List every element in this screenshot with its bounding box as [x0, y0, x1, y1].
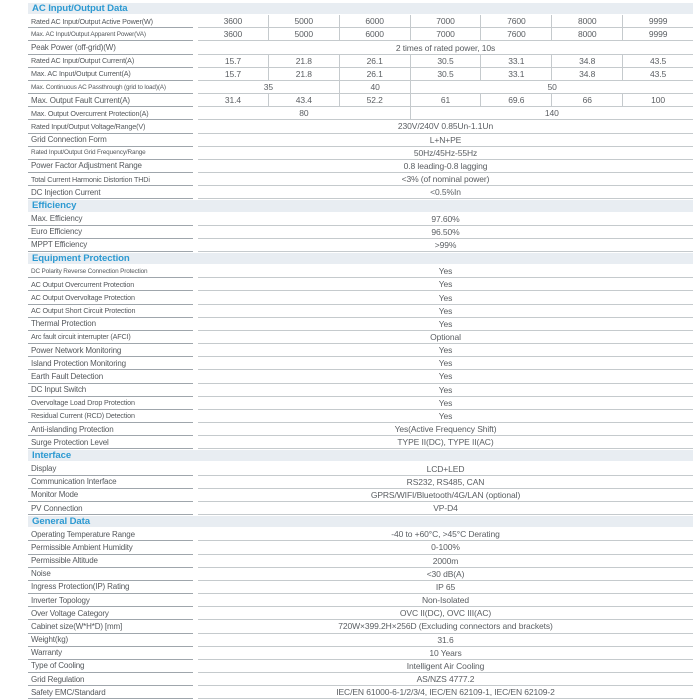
- spec-values: [198, 213, 693, 226]
- spec-row: [28, 686, 693, 699]
- spec-value: 2 times of rated power, 10s: [198, 41, 693, 54]
- spec-label: Max. Output Fault Current(A): [28, 94, 193, 107]
- spec-row: [28, 213, 693, 226]
- spec-label: Rated Input/Output Grid Frequency/Range: [28, 147, 193, 160]
- spec-row: [28, 278, 693, 291]
- spec-label: Monitor Mode: [28, 489, 193, 502]
- spec-values: [198, 120, 693, 133]
- spec-value: 96.50%: [198, 226, 693, 239]
- spec-row: [28, 344, 693, 357]
- spec-values: [198, 370, 693, 383]
- section-header-band: [28, 253, 693, 264]
- spec-values: [198, 581, 693, 594]
- spec-value: 33.1: [480, 68, 551, 81]
- spec-values: [198, 647, 693, 660]
- spec-values: [198, 568, 693, 581]
- spec-value: Yes: [198, 410, 693, 423]
- spec-value: 230V/240V 0.85Un-1.1Un: [198, 120, 693, 133]
- spec-value: 15.7: [198, 68, 268, 81]
- spec-row: [28, 331, 693, 344]
- spec-row: [28, 634, 693, 647]
- section-title: General Data: [32, 516, 90, 528]
- spec-label: Anti-islanding Protection: [28, 423, 193, 436]
- section-header-0: [28, 2, 693, 15]
- spec-row: [28, 489, 693, 502]
- spec-value: 52.2: [339, 94, 410, 107]
- spec-values: [198, 173, 693, 186]
- spec-row: [28, 226, 693, 239]
- section-title: AC Input/Output Data: [32, 3, 128, 15]
- spec-row: [28, 384, 693, 397]
- spec-value: 3600: [198, 15, 268, 28]
- spec-value: 43.5: [622, 68, 693, 81]
- spec-value: GPRS/WIFI/Bluetooth/4G/LAN (optional): [198, 489, 693, 502]
- spec-row: [28, 318, 693, 331]
- spec-value: 43.5: [622, 55, 693, 68]
- spec-value: 66: [551, 94, 622, 107]
- section-header-band: [28, 450, 693, 461]
- spec-label: Inverter Topology: [28, 594, 193, 607]
- spec-row: [28, 462, 693, 475]
- spec-row: [28, 673, 693, 686]
- section-title: Equipment Protection: [32, 253, 130, 265]
- spec-value: AS/NZS 4777.2: [198, 673, 693, 686]
- spec-label: Surge Protection Level: [28, 436, 193, 449]
- spec-values: [198, 502, 693, 515]
- spec-values: [198, 55, 693, 68]
- spec-value: Yes: [198, 265, 693, 278]
- spec-row: [28, 436, 693, 449]
- spec-value: -40 to +60°C, >45°C Derating: [198, 528, 693, 541]
- spec-row: [28, 15, 693, 28]
- spec-value: 6000: [339, 15, 410, 28]
- spec-value: 6000: [339, 28, 410, 41]
- spec-row: [28, 147, 693, 160]
- spec-row: [28, 370, 693, 383]
- spec-label: Over Voltage Category: [28, 607, 193, 620]
- spec-label: Permissible Altitude: [28, 555, 193, 568]
- spec-value: Yes(Active Frequency Shift): [198, 423, 693, 436]
- spec-value: Yes: [198, 305, 693, 318]
- spec-label: Communication Interface: [28, 476, 193, 489]
- spec-value: Yes: [198, 344, 693, 357]
- spec-label: DC Input Switch: [28, 384, 193, 397]
- spec-value: 26.1: [339, 68, 410, 81]
- spec-label: Arc fault circuit interrupter (AFCI): [28, 331, 193, 344]
- spec-label: Power Factor Adjustment Range: [28, 160, 193, 173]
- spec-row: [28, 502, 693, 515]
- spec-value: 21.8: [268, 68, 339, 81]
- spec-value: 31.6: [198, 634, 693, 647]
- spec-value: 30.5: [410, 55, 481, 68]
- spec-value: 31.4: [198, 94, 268, 107]
- spec-value: <0.5%In: [198, 186, 693, 199]
- spec-value: 5000: [268, 28, 339, 41]
- spec-value: 8000: [551, 28, 622, 41]
- section-header-4: [28, 515, 693, 528]
- spec-label: AC Output Overvoltage Protection: [28, 291, 193, 304]
- spec-label: Max. Output Overcurrent Protection(A): [28, 107, 193, 120]
- spec-label: Thermal Protection: [28, 318, 193, 331]
- spec-row: [28, 186, 693, 199]
- spec-value: 8000: [551, 15, 622, 28]
- spec-values: [198, 81, 693, 94]
- spec-label: Residual Current (RCD) Detection: [28, 410, 193, 423]
- spec-values: [198, 607, 693, 620]
- spec-value: 61: [410, 94, 481, 107]
- spec-row: [28, 594, 693, 607]
- spec-row: [28, 555, 693, 568]
- spec-values: [198, 28, 693, 41]
- spec-label: Rated Input/Output Voltage/Range(V): [28, 120, 193, 133]
- spec-value: Non-Isolated: [198, 594, 693, 607]
- spec-value: 720W×399.2H×256D (Excluding connectors and brackets): [198, 620, 693, 633]
- spec-values: [198, 410, 693, 423]
- spec-values: [198, 673, 693, 686]
- spec-row: [28, 423, 693, 436]
- spec-value: 3600: [198, 28, 268, 41]
- spec-value: 7000: [410, 15, 481, 28]
- spec-values: [198, 634, 693, 647]
- spec-row: [28, 410, 693, 423]
- spec-values: [198, 94, 693, 107]
- spec-value: OVC II(DC), OVC III(AC): [198, 607, 693, 620]
- spec-row: [28, 397, 693, 410]
- spec-values: [198, 423, 693, 436]
- section-title: Efficiency: [32, 200, 77, 212]
- section-header-band: [28, 3, 693, 14]
- spec-row: [28, 173, 693, 186]
- section-header-3: [28, 449, 693, 462]
- spec-value: 15.7: [198, 55, 268, 68]
- spec-label: Peak Power (off-grid)(W): [28, 41, 193, 54]
- spec-label: Power Network Monitoring: [28, 344, 193, 357]
- spec-value: 7600: [480, 28, 551, 41]
- spec-label: DC Injection Current: [28, 186, 193, 199]
- spec-label: Display: [28, 462, 193, 475]
- spec-value: 7000: [410, 28, 481, 41]
- spec-value: 5000: [268, 15, 339, 28]
- spec-value: <3% (of nominal power): [198, 173, 693, 186]
- section-title: Interface: [32, 450, 72, 462]
- spec-label: Rated AC Input/Output Current(A): [28, 55, 193, 68]
- spec-row: [28, 568, 693, 581]
- spec-values: [198, 318, 693, 331]
- spec-values: [198, 107, 693, 120]
- spec-value: 80: [198, 107, 410, 120]
- spec-value: IP 65: [198, 581, 693, 594]
- spec-value: 0.8 leading-0.8 lagging: [198, 160, 693, 173]
- spec-value: RS232, RS485, CAN: [198, 476, 693, 489]
- spec-label: Rated AC Input/Output Active Power(W): [28, 15, 193, 28]
- spec-label: MPPT Efficiency: [28, 239, 193, 252]
- spec-row: [28, 305, 693, 318]
- spec-label: Operating Temperature Range: [28, 528, 193, 541]
- spec-value: LCD+LED: [198, 462, 693, 475]
- spec-value: 9999: [622, 28, 693, 41]
- spec-value: Yes: [198, 370, 693, 383]
- section-header-1: [28, 199, 693, 212]
- spec-values: [198, 15, 693, 28]
- spec-values: [198, 462, 693, 475]
- spec-value: 2000m: [198, 555, 693, 568]
- spec-label: Overvoltage Load Drop Protection: [28, 397, 193, 410]
- spec-row: [28, 541, 693, 554]
- spec-label: Total Current Harmonic Distortion THDi: [28, 173, 193, 186]
- spec-values: [198, 489, 693, 502]
- spec-value: >99%: [198, 239, 693, 252]
- spec-row: [28, 528, 693, 541]
- spec-value: IEC/EN 61000-6-1/2/3/4, IEC/EN 62109-1, IEC/EN 62109-2: [198, 686, 693, 699]
- spec-values: [198, 397, 693, 410]
- spec-value: 50: [410, 81, 693, 94]
- spec-row: [28, 134, 693, 147]
- spec-values: [198, 68, 693, 81]
- spec-value: 34.8: [551, 55, 622, 68]
- spec-value: 10 Years: [198, 647, 693, 660]
- spec-label: Max. AC Input/Output Current(A): [28, 68, 193, 81]
- spec-label: Island Protection Monitoring: [28, 357, 193, 370]
- spec-values: [198, 620, 693, 633]
- spec-label: Grid Regulation: [28, 673, 193, 686]
- spec-values: [198, 384, 693, 397]
- spec-value: 26.1: [339, 55, 410, 68]
- spec-label: AC Output Short Circuit Protection: [28, 305, 193, 318]
- section-header-2: [28, 252, 693, 265]
- spec-values: [198, 291, 693, 304]
- spec-label: Cabinet size(W*H*D) [mm]: [28, 620, 193, 633]
- spec-values: [198, 476, 693, 489]
- spec-label: Safety EMC/Standard: [28, 686, 193, 699]
- spec-label: Max. AC Input/Output Apparent Power(VA): [28, 28, 193, 41]
- spec-values: [198, 305, 693, 318]
- spec-value: 40: [339, 81, 410, 94]
- spec-row: [28, 660, 693, 673]
- spec-values: [198, 41, 693, 54]
- spec-values: [198, 160, 693, 173]
- spec-values: [198, 265, 693, 278]
- spec-values: [198, 357, 693, 370]
- spec-value: Yes: [198, 357, 693, 370]
- spec-values: [198, 660, 693, 673]
- spec-value: 140: [410, 107, 693, 120]
- spec-row: [28, 265, 693, 278]
- spec-label: AC Output Overcurrent Protection: [28, 278, 193, 291]
- spec-values: [198, 555, 693, 568]
- spec-row: [28, 68, 693, 81]
- spec-value: 33.1: [480, 55, 551, 68]
- spec-values: [198, 331, 693, 344]
- spec-label: PV Connection: [28, 502, 193, 515]
- spec-value: 35: [198, 81, 339, 94]
- spec-values: [198, 226, 693, 239]
- spec-value: Yes: [198, 318, 693, 331]
- spec-row: [28, 581, 693, 594]
- spec-value: VP-D4: [198, 502, 693, 515]
- spec-label: Type of Cooling: [28, 660, 193, 673]
- spec-row: [28, 620, 693, 633]
- spec-row: [28, 239, 693, 252]
- spec-row: [28, 55, 693, 68]
- spec-value: 69.6: [480, 94, 551, 107]
- spec-values: [198, 436, 693, 449]
- spec-values: [198, 186, 693, 199]
- spec-values: [198, 344, 693, 357]
- spec-value: L+N+PE: [198, 134, 693, 147]
- spec-value: 43.4: [268, 94, 339, 107]
- spec-row: [28, 291, 693, 304]
- spec-value: 97.60%: [198, 213, 693, 226]
- spec-values: [198, 278, 693, 291]
- section-header-band: [28, 200, 693, 211]
- spec-row: [28, 607, 693, 620]
- spec-row: [28, 160, 693, 173]
- spec-label: DC Polarity Reverse Connection Protection: [28, 265, 193, 278]
- spec-values: [198, 134, 693, 147]
- spec-values: [198, 594, 693, 607]
- spec-value: Yes: [198, 291, 693, 304]
- spec-row: [28, 28, 693, 41]
- spec-value: Yes: [198, 384, 693, 397]
- spec-value: 9999: [622, 15, 693, 28]
- spec-label: Euro Efficiency: [28, 226, 193, 239]
- spec-value: 34.8: [551, 68, 622, 81]
- spec-label: Warranty: [28, 647, 193, 660]
- spec-value: 50Hz/45Hz-55Hz: [198, 147, 693, 160]
- spec-label: Permissible Ambient Humidity: [28, 541, 193, 554]
- spec-label: Noise: [28, 568, 193, 581]
- spec-values: [198, 686, 693, 699]
- spec-values: [198, 541, 693, 554]
- spec-row: [28, 107, 693, 120]
- spec-value: Intelligent Air Cooling: [198, 660, 693, 673]
- spec-value: Yes: [198, 278, 693, 291]
- spec-row: [28, 41, 693, 54]
- spec-values: [198, 147, 693, 160]
- spec-value: 21.8: [268, 55, 339, 68]
- spec-value: 100: [622, 94, 693, 107]
- spec-label: Grid Connection Form: [28, 134, 193, 147]
- spec-label: Ingress Protection(IP) Rating: [28, 581, 193, 594]
- spec-values: [198, 239, 693, 252]
- spec-value: 0-100%: [198, 541, 693, 554]
- spec-value: 7600: [480, 15, 551, 28]
- spec-row: [28, 120, 693, 133]
- spec-value: 30.5: [410, 68, 481, 81]
- spec-values: [198, 528, 693, 541]
- spec-value: Yes: [198, 397, 693, 410]
- spec-label: Weight(kg): [28, 634, 193, 647]
- spec-value: TYPE II(DC), TYPE II(AC): [198, 436, 693, 449]
- spec-label: Max. Continuous AC Passthrough (grid to load)(A): [28, 81, 193, 94]
- spec-value: <30 dB(A): [198, 568, 693, 581]
- spec-row: [28, 476, 693, 489]
- spec-value: Optional: [198, 331, 693, 344]
- spec-row: [28, 94, 693, 107]
- spec-label: Earth Fault Detection: [28, 370, 193, 383]
- section-header-band: [28, 516, 693, 527]
- spec-label: Max. Efficiency: [28, 213, 193, 226]
- spec-row: [28, 357, 693, 370]
- spec-row: [28, 647, 693, 660]
- spec-row: [28, 81, 693, 94]
